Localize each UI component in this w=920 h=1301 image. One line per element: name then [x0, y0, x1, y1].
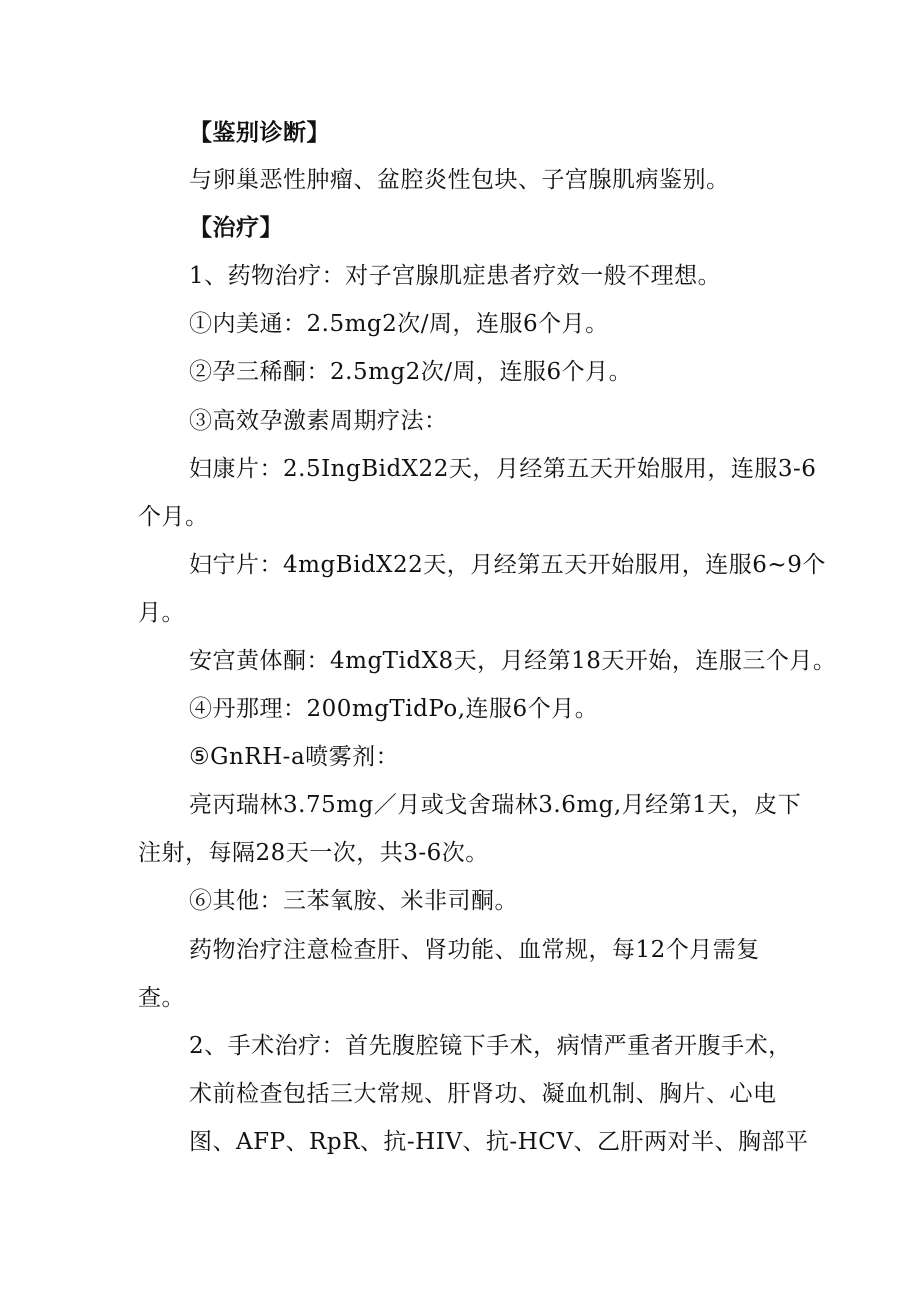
diagnosis-body: 与卵巢恶性肿瘤、盆腔炎性包块、子宫腺肌病鉴别。 — [189, 167, 730, 193]
treatment-heading: 【治疗】 — [189, 214, 283, 241]
treatment-line-8: 月。 — [138, 600, 185, 626]
treatment-line-10: ④丹那理：200mgTidPo,连服6个月。 — [189, 696, 599, 722]
treatment-line-2: ①内美通：2.5mg2次/周，连服6个月。 — [189, 311, 609, 337]
treatment-line-14: ⑥其他：三苯氧胺、米非司酮。 — [189, 888, 518, 914]
treatment-line-7: 妇宁片：4mgBidX22天，月经第五天开始服用，连服6~9个 — [189, 552, 826, 578]
treatment-line-11: ⑤GnRH-a喷雾剂： — [189, 744, 400, 770]
treatment-line-4: ③高效孕激素周期疗法： — [189, 408, 448, 434]
treatment-line-9: 安宫黄体酮：4mgTidX8天，月经第18天开始，连服三个月。 — [189, 648, 837, 674]
treatment-line-18: 术前检查包括三大常规、肝肾功、凝血机制、胸片、心电 — [189, 1081, 777, 1107]
treatment-line-13: 注射，每隔28天一次，共3-6次。 — [138, 840, 489, 866]
treatment-line-1: 1、药物治疗：对子宫腺肌症患者疗效一般不理想。 — [189, 263, 722, 289]
treatment-line-6: 个月。 — [138, 504, 209, 530]
treatment-line-17: 2、手术治疗：首先腹腔镜下手术，病情严重者开腹手术， — [189, 1033, 792, 1059]
diagnosis-heading: 【鉴别诊断】 — [189, 119, 330, 146]
treatment-line-19: 图、AFP、RpR、抗-HIV、抗-HCV、乙肝两对半、胸部平 — [189, 1129, 809, 1155]
treatment-line-15: 药物治疗注意检查肝、肾功能、血常规，每12个月需复 — [189, 937, 760, 963]
treatment-line-5: 妇康片：2.5IngBidX22天，月经第五天开始服用，连服3-6 — [189, 456, 817, 482]
treatment-line-3: ②孕三稀酮：2.5mg2次/周，连服6个月。 — [189, 359, 633, 385]
treatment-line-16: 查。 — [138, 985, 185, 1011]
treatment-line-12: 亮丙瑞林3.75mg／月或戈舍瑞林3.6mg,月经第1天，皮下 — [189, 792, 802, 818]
